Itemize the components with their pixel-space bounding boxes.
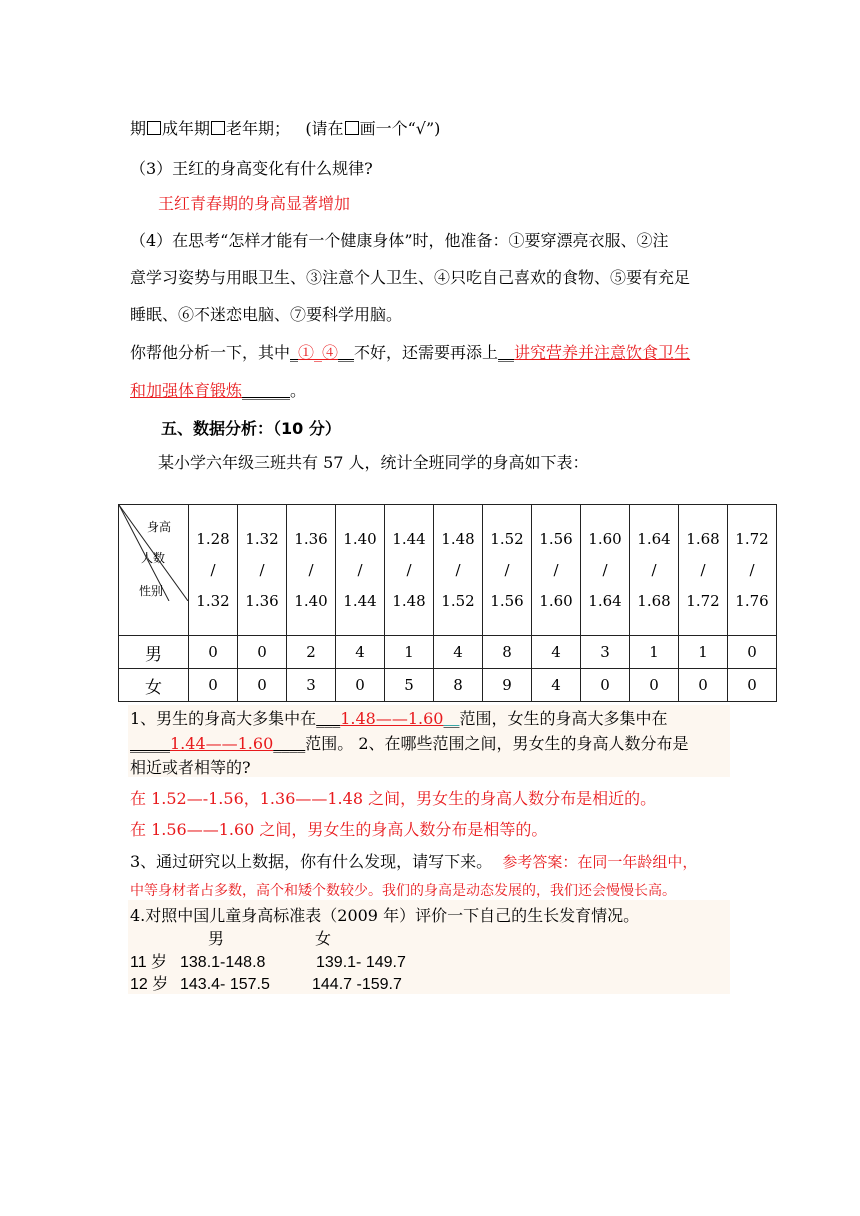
checkbox[interactable] — [147, 121, 161, 135]
range-to: 1.64 — [588, 591, 622, 610]
stage-instruction: 画一个“ — [359, 119, 416, 138]
range-sep: / — [406, 560, 412, 579]
count-cell: 5 — [385, 669, 434, 702]
count-cell: 0 — [679, 669, 728, 702]
blank: __ — [338, 343, 355, 362]
a4-male-range: 138.1-148.8 — [180, 954, 266, 971]
blank: ______ — [242, 381, 291, 400]
range-from: 1.72 — [735, 529, 769, 548]
a3-answer-continued: 中等身材者占多数，高个和矮个数较少。我们的身高是动态发展的，我们还会慢慢长高。 — [130, 883, 676, 899]
count-cell: 3 — [287, 669, 336, 702]
height-range-header — [728, 505, 777, 636]
range-from: 1.52 — [490, 529, 524, 548]
a1-text: 1、男生的身高大多集中在 — [130, 709, 317, 728]
q4-answer-mid: 不好，还需要再添上 — [354, 343, 499, 362]
range-to: 1.48 — [392, 591, 426, 610]
range-from: 1.68 — [686, 529, 720, 548]
table-row — [119, 636, 777, 669]
count-cell: 0 — [728, 669, 777, 702]
a1-text: 范围，女生的身高大多集中在 — [459, 709, 668, 728]
stage-text: 老年期； — [226, 119, 291, 138]
q4-answer-line2 — [130, 380, 306, 402]
stage-text: 成年期 — [162, 119, 211, 138]
height-range-header — [287, 505, 336, 636]
corner-label-gender: 性别 — [139, 584, 164, 598]
a2-question: 相近或者相等的? — [130, 758, 251, 777]
a4-age: 12 岁 — [130, 976, 169, 993]
count-cell: 0 — [336, 669, 385, 702]
height-range-header — [679, 505, 728, 636]
count-cell: 3 — [581, 636, 630, 669]
a4-female-range: 144.7 -159.7 — [312, 976, 402, 993]
blank: _ — [290, 343, 299, 362]
count-cell: 0 — [630, 669, 679, 702]
height-range-header — [189, 505, 238, 636]
blank: ___ — [316, 709, 341, 728]
count-cell: 0 — [189, 669, 238, 702]
count-cell: 4 — [532, 636, 581, 669]
checkbox[interactable] — [211, 121, 225, 135]
height-range-header — [581, 505, 630, 636]
range-sep: / — [749, 560, 755, 579]
range-to: 1.76 — [735, 591, 769, 610]
range-from: 1.60 — [588, 529, 622, 548]
count-cell: 0 — [238, 636, 287, 669]
range-to: 1.44 — [343, 591, 377, 610]
check-mark: √ — [415, 119, 426, 138]
height-range-header — [532, 505, 581, 636]
range-to: 1.32 — [196, 591, 230, 610]
count-cell: 4 — [532, 669, 581, 702]
a2-answer: 在 1.56——1.60 之间，男女生的身高人数分布是相等的。 — [130, 820, 548, 839]
q4-answer-add: 讲究营养并注意饮食卫生 — [514, 343, 691, 362]
range-to: 1.68 — [637, 591, 671, 610]
stage-instruction: (请在 — [305, 119, 344, 138]
count-cell: 4 — [336, 636, 385, 669]
range-to: 1.52 — [441, 591, 475, 610]
range-sep: / — [553, 560, 559, 579]
range-sep: / — [210, 560, 216, 579]
count-cell: 8 — [434, 669, 483, 702]
range-to: 1.56 — [490, 591, 524, 610]
a4-male-range: 143.4- 157.5 — [180, 976, 270, 993]
range-from: 1.44 — [392, 529, 426, 548]
a4-row — [130, 952, 167, 974]
count-cell: 0 — [728, 636, 777, 669]
range-sep: / — [602, 560, 608, 579]
range-sep: / — [357, 560, 363, 579]
a4-head-female: 女 — [315, 931, 332, 948]
table-header-row — [119, 505, 777, 636]
count-cell: 9 — [483, 669, 532, 702]
height-range-header — [238, 505, 287, 636]
table-row — [119, 669, 777, 702]
table-corner-cell — [119, 505, 189, 636]
a3-line — [130, 851, 697, 873]
count-cell: 0 — [581, 669, 630, 702]
height-range-header — [483, 505, 532, 636]
range-from: 1.32 — [245, 529, 279, 548]
range-from: 1.28 — [196, 529, 230, 548]
range-to: 1.40 — [294, 591, 328, 610]
range-sep: / — [455, 560, 461, 579]
range-to: 1.60 — [539, 591, 573, 610]
a1-answer: 1.48——1.60 — [340, 709, 444, 728]
a4-question: 4.对照中国儿童身高标准表（2009 年）评价一下自己的生长发育情况。 — [130, 906, 640, 925]
blank: ____ — [273, 734, 306, 753]
q4-line: 意学习姿势与用眼卫生、③注意个人卫生、④只吃自己喜欢的食物、⑤要有充足 — [130, 268, 691, 287]
a1-line — [130, 708, 667, 730]
a1-line — [130, 733, 689, 755]
q4-answer-prefix: 你帮他分析一下，其中 — [130, 343, 291, 362]
q4-line: （4）在思考“怎样才能有一个健康身体”时，他准备：①要穿漂亮衣服、②注 — [130, 231, 669, 250]
a4-head-male: 男 — [208, 931, 225, 948]
range-sep: / — [700, 560, 706, 579]
count-cell: 8 — [483, 636, 532, 669]
range-sep: / — [308, 560, 314, 579]
range-sep: / — [259, 560, 265, 579]
height-range-header — [434, 505, 483, 636]
range-to: 1.36 — [245, 591, 279, 610]
range-sep: / — [504, 560, 510, 579]
stage-instruction: ”) — [425, 119, 441, 138]
row-label: 女 — [119, 669, 189, 702]
range-from: 1.40 — [343, 529, 377, 548]
corner-label-count: 人数 — [141, 551, 166, 565]
count-cell: 1 — [679, 636, 728, 669]
a4-age: 11 岁 — [130, 954, 168, 971]
section-title: 五、数据分析：（10 分） — [161, 419, 341, 438]
corner-label-height: 身高 — [147, 520, 172, 534]
range-sep: / — [651, 560, 657, 579]
stage-text: 期 — [130, 119, 147, 138]
life-stage-line — [130, 118, 440, 140]
q3-question: （3）王红的身高变化有什么规律? — [130, 159, 373, 178]
q4-answer-add: 和加强体育锻炼 — [130, 381, 243, 400]
count-cell: 4 — [434, 636, 483, 669]
height-range-header — [336, 505, 385, 636]
a4-row — [130, 974, 168, 996]
q4-line: 睡眠、⑥不迷恋电脑、⑦要科学用脑。 — [130, 305, 403, 324]
a4-female-range: 139.1- 149.7 — [316, 954, 406, 971]
q4-answer-line — [130, 342, 690, 364]
q4-answer-end: 。 — [290, 381, 307, 400]
height-range-header — [385, 505, 434, 636]
count-cell: 1 — [630, 636, 679, 669]
range-from: 1.64 — [637, 529, 671, 548]
blank: __ — [498, 343, 515, 362]
count-cell: 2 — [287, 636, 336, 669]
range-from: 1.48 — [441, 529, 475, 548]
q3-answer: 王红青春期的身高显著增加 — [158, 194, 351, 213]
range-from: 1.56 — [539, 529, 573, 548]
count-cell: 0 — [238, 669, 287, 702]
height-table — [118, 504, 777, 702]
count-cell: 0 — [189, 636, 238, 669]
section-intro: 某小学六年级三班共有 57 人，统计全班同学的身高如下表： — [158, 453, 589, 472]
height-range-header — [630, 505, 679, 636]
a3-question: 3、通过研究以上数据，你有什么发现，请写下来。 — [130, 852, 493, 871]
row-label: 男 — [119, 636, 189, 669]
a1-text: 范围。 2、在哪些范围之间，男女生的身高人数分布是 — [305, 734, 689, 753]
a2-answer: 在 1.52—-1.56，1.36——1.48 之间，男女生的身高人数分布是相近的。 — [130, 789, 657, 808]
count-cell: 1 — [385, 636, 434, 669]
checkbox — [345, 121, 359, 135]
q4-answer-items: ①_④ — [298, 343, 339, 362]
blank: __ — [443, 709, 460, 728]
range-from: 1.36 — [294, 529, 328, 548]
a1-answer: 1.44——1.60 — [170, 734, 274, 753]
blank: _____ — [130, 734, 170, 753]
range-to: 1.72 — [686, 591, 720, 610]
a3-answer: 参考答案：在同一年龄组中， — [502, 853, 698, 871]
